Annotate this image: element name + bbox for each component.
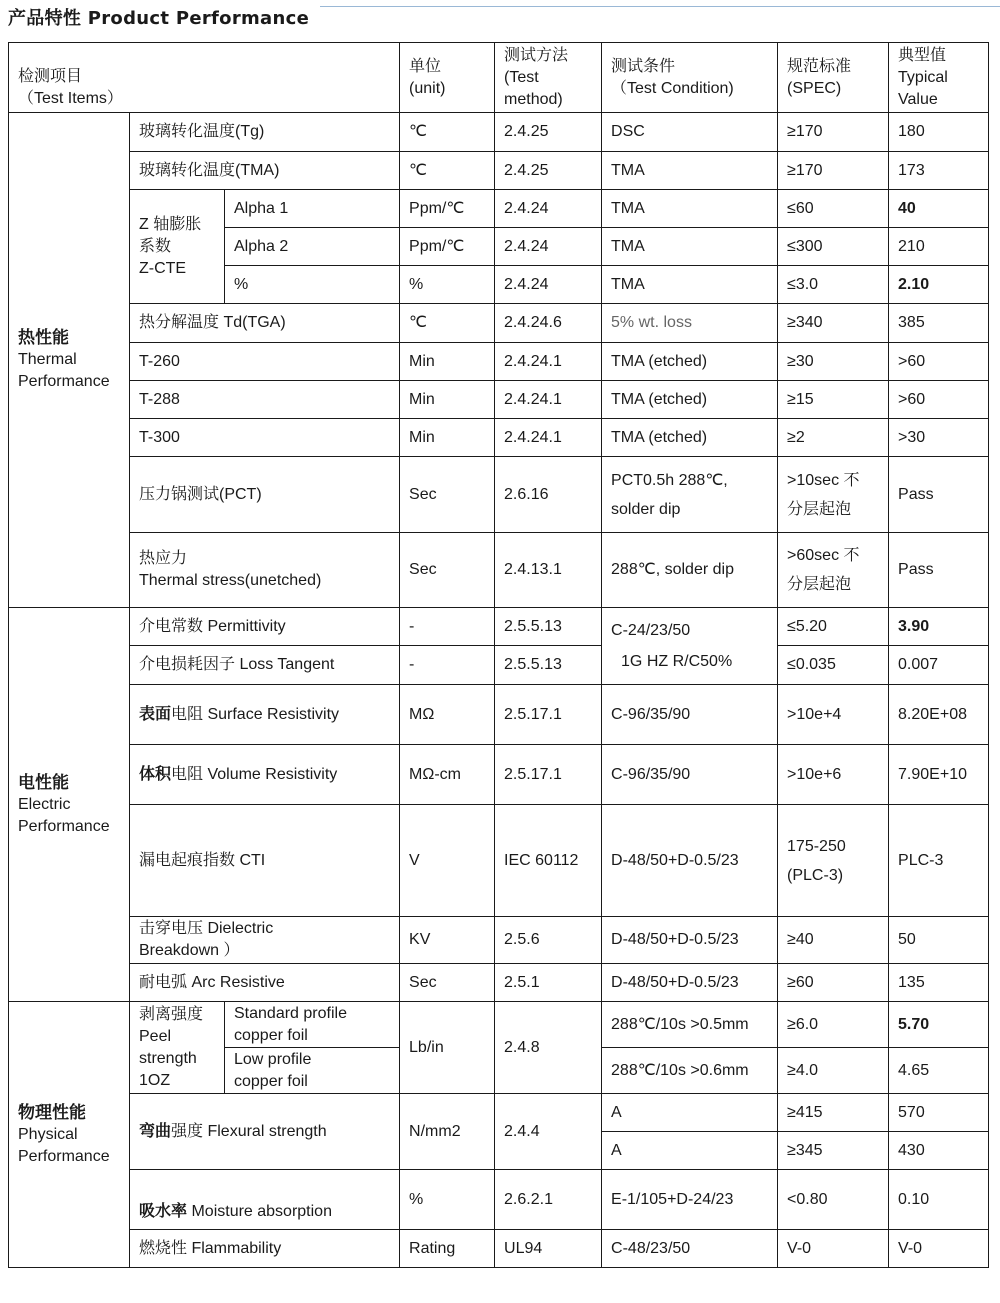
method-volume: 2.5.17.1 xyxy=(495,745,602,805)
cond-alpha1: TMA xyxy=(602,190,778,228)
item-t288: T-288 xyxy=(130,381,400,419)
typ-loss: 0.007 xyxy=(889,646,989,685)
unit-arc: Sec xyxy=(400,964,495,1002)
spec-loss: ≤0.035 xyxy=(778,646,889,685)
method-tma: 2.4.25 xyxy=(495,152,602,190)
cond-stress: 288℃, solder dip xyxy=(602,533,778,608)
item-volume-resistivity xyxy=(130,745,400,805)
spec-pct-1: >10sec 不 xyxy=(787,471,860,489)
table-row xyxy=(9,533,989,608)
unit-cti: V xyxy=(400,805,495,917)
spec-pct xyxy=(778,457,889,533)
spec-peel-low: ≥4.0 xyxy=(778,1048,889,1094)
method-percent: 2.4.24 xyxy=(495,266,602,304)
cond-pct xyxy=(602,457,778,533)
surf-rest: 电阻 Surface Resistivity xyxy=(171,705,340,723)
spec-alpha2: ≤300 xyxy=(778,228,889,266)
header-item-zh: 检测项目 xyxy=(18,68,83,85)
item-permittivity: 介电常数 Permittivity xyxy=(130,608,400,646)
typ-breakdown: 50 xyxy=(889,917,989,964)
typ-peel-std: 5.70 xyxy=(889,1002,989,1048)
typ-cti: PLC-3 xyxy=(889,805,989,917)
product-performance-table xyxy=(8,42,989,1268)
unit-stress: Sec xyxy=(400,533,495,608)
typ-td: 385 xyxy=(889,304,989,343)
header-condition xyxy=(602,43,778,113)
unit-alpha1: Ppm/℃ xyxy=(400,190,495,228)
spec-stress-1: >60sec 不 xyxy=(787,547,860,564)
unit-breakdown: KV xyxy=(400,917,495,964)
spec-alpha1: ≤60 xyxy=(778,190,889,228)
item-flexural xyxy=(130,1094,400,1170)
spec-tma: ≥170 xyxy=(778,152,889,190)
header-spec-en: (SPEC) xyxy=(787,79,842,97)
method-stress: 2.4.13.1 xyxy=(495,533,602,608)
spec-flammability: V-0 xyxy=(778,1230,889,1268)
item-breakdown xyxy=(130,917,400,964)
cond-t288: TMA (etched) xyxy=(602,381,778,419)
header-typ-en2: Value xyxy=(898,90,938,108)
table-row xyxy=(9,457,989,533)
method-alpha1: 2.4.24 xyxy=(495,190,602,228)
typ-volume: 7.90E+10 xyxy=(889,745,989,805)
item-zcte xyxy=(130,190,225,304)
typ-t260: >60 xyxy=(889,343,989,381)
sub-standard-profile xyxy=(225,1002,400,1048)
header-test-items xyxy=(9,43,400,113)
zcte-label1: Z 轴膨胀 xyxy=(139,215,202,233)
cond-breakdown: D-48/50+D-0.5/23 xyxy=(602,917,778,964)
cond-permittivity xyxy=(602,608,778,685)
item-surface-resistivity xyxy=(130,685,400,745)
typ-tma: 173 xyxy=(889,152,989,190)
typ-flex-a: 570 xyxy=(889,1094,989,1132)
method-t260: 2.4.24.1 xyxy=(495,343,602,381)
typ-stress: Pass xyxy=(889,533,989,608)
unit-td: ℃ xyxy=(400,304,495,343)
cond-flex-b: A xyxy=(602,1132,778,1170)
header-method-en1: (Test xyxy=(504,68,539,86)
spec-td: ≥340 xyxy=(778,304,889,343)
spec-arc: ≥60 xyxy=(778,964,889,1002)
unit-permittivity: - xyxy=(400,608,495,646)
cond-arc: D-48/50+D-0.5/23 xyxy=(602,964,778,1002)
table-row xyxy=(9,152,989,190)
moist-rest: Moisture absorption xyxy=(187,1203,332,1220)
cond-flammability: C-48/23/50 xyxy=(602,1230,778,1268)
spec-cti-2: (PLC-3) xyxy=(787,866,844,884)
peel-label1: 剥离强度 xyxy=(139,1005,204,1023)
item-pct: 压力锅测试(PCT) xyxy=(130,457,400,533)
peel-label4: 1OZ xyxy=(139,1071,171,1089)
cond-t260: TMA (etched) xyxy=(602,343,778,381)
table-row xyxy=(9,343,989,381)
item-t300: T-300 xyxy=(130,419,400,457)
table-row xyxy=(9,190,989,228)
spec-stress xyxy=(778,533,889,608)
category-electric xyxy=(9,608,130,1002)
category-electric-en1: Electric xyxy=(18,795,71,813)
category-thermal-en2: Performance xyxy=(18,373,110,390)
header-spec xyxy=(778,43,889,113)
unit-tg: ℃ xyxy=(400,113,495,152)
method-peel: 2.4.8 xyxy=(495,1002,602,1094)
item-loss-tangent: 介电损耗因子 Loss Tangent xyxy=(130,646,400,685)
page-title: 产品特性 Product Performance xyxy=(8,8,310,29)
method-permittivity: 2.5.5.13 xyxy=(495,608,602,646)
category-thermal-zh: 热性能 xyxy=(18,328,69,347)
zcte-label2: 系数 xyxy=(139,237,172,255)
method-t288: 2.4.24.1 xyxy=(495,381,602,419)
spec-peel-std: ≥6.0 xyxy=(778,1002,889,1048)
spec-flex-a: ≥415 xyxy=(778,1094,889,1132)
header-typical xyxy=(889,43,989,113)
typ-alpha1: 40 xyxy=(889,190,989,228)
table-row xyxy=(9,805,989,917)
item-thermal-stress xyxy=(130,533,400,608)
typ-percent: 2.10 xyxy=(889,266,989,304)
std-sub1: Standard profile xyxy=(234,1004,347,1022)
method-alpha2: 2.4.24 xyxy=(495,228,602,266)
table-row xyxy=(9,1170,989,1230)
category-thermal-en1: Thermal xyxy=(18,351,77,368)
cond-peel-std: 288℃/10s >0.5mm xyxy=(602,1002,778,1048)
header-cond-zh: 测试条件 xyxy=(611,57,676,75)
method-pct: 2.6.16 xyxy=(495,457,602,533)
spec-cti xyxy=(778,805,889,917)
table-row xyxy=(9,113,989,152)
sub-alpha2: Alpha 2 xyxy=(225,228,400,266)
cond-td: 5% wt. loss xyxy=(602,304,778,343)
moist-zh: 吸水率 xyxy=(139,1203,188,1220)
spec-breakdown: ≥40 xyxy=(778,917,889,964)
cond-tma: TMA xyxy=(602,152,778,190)
unit-t260: Min xyxy=(400,343,495,381)
method-surface: 2.5.17.1 xyxy=(495,685,602,745)
table-row xyxy=(9,646,989,685)
spec-stress-2: 分层起泡 xyxy=(787,576,852,593)
cond-t300: TMA (etched) xyxy=(602,419,778,457)
table-row xyxy=(9,1230,989,1268)
item-moisture xyxy=(130,1170,400,1230)
cond-tg: DSC xyxy=(602,113,778,152)
method-breakdown: 2.5.6 xyxy=(495,917,602,964)
method-loss: 2.5.5.13 xyxy=(495,646,602,685)
cond-volume: C-96/35/90 xyxy=(602,745,778,805)
zcte-label3: Z-CTE xyxy=(139,259,187,277)
peel-label2: Peel xyxy=(139,1027,172,1045)
category-physical xyxy=(9,1002,130,1268)
table-row xyxy=(9,381,989,419)
method-flexural: 2.4.4 xyxy=(495,1094,602,1170)
spec-tg: ≥170 xyxy=(778,113,889,152)
table-row xyxy=(9,304,989,343)
item-td: 热分解温度 Td(TGA) xyxy=(130,304,400,343)
spec-surface: >10e+4 xyxy=(778,685,889,745)
category-electric-zh: 电性能 xyxy=(18,772,69,792)
unit-percent: % xyxy=(400,266,495,304)
unit-tma: ℃ xyxy=(400,152,495,190)
spec-t288: ≥15 xyxy=(778,381,889,419)
item-tg: 玻璃转化温度(Tg) xyxy=(130,113,400,152)
spec-moisture: <0.80 xyxy=(778,1170,889,1230)
method-td: 2.4.24.6 xyxy=(495,304,602,343)
stress-label1: 热应力 xyxy=(139,550,188,567)
table-row xyxy=(9,917,989,964)
unit-volume: MΩ-cm xyxy=(400,745,495,805)
spec-t260: ≥30 xyxy=(778,343,889,381)
vol-zh: 体积 xyxy=(139,765,172,783)
breakdown-label2: Breakdown ） xyxy=(139,942,240,959)
cond-cti: D-48/50+D-0.5/23 xyxy=(602,805,778,917)
header-cond-en: （Test Condition) xyxy=(611,79,734,97)
typ-permittivity: 3.90 xyxy=(889,608,989,646)
method-moisture: 2.6.2.1 xyxy=(495,1170,602,1230)
item-arc: 耐电弧 Arc Resistive xyxy=(130,964,400,1002)
unit-loss: - xyxy=(400,646,495,685)
typ-t300: >30 xyxy=(889,419,989,457)
typ-surface: 8.20E+08 xyxy=(889,685,989,745)
category-physical-en1: Physical xyxy=(18,1125,78,1143)
unit-surface: MΩ xyxy=(400,685,495,745)
cond-flex-a: A xyxy=(602,1094,778,1132)
table-row xyxy=(9,685,989,745)
typ-tg: 180 xyxy=(889,113,989,152)
unit-pct: Sec xyxy=(400,457,495,533)
table-row xyxy=(9,745,989,805)
header-method-zh: 测试方法 xyxy=(504,46,569,64)
typ-t288: >60 xyxy=(889,381,989,419)
table-row xyxy=(9,1002,989,1048)
flex-zh: 弯曲 xyxy=(139,1122,172,1140)
typ-moisture: 0.10 xyxy=(889,1170,989,1230)
method-tg: 2.4.25 xyxy=(495,113,602,152)
category-physical-en2: Performance xyxy=(18,1147,110,1165)
table-row xyxy=(9,1094,989,1132)
spec-t300: ≥2 xyxy=(778,419,889,457)
cond-perm-1: C-24/23/50 xyxy=(611,622,691,639)
cond-pct-1: PCT0.5h 288℃, xyxy=(611,471,728,489)
title-rule xyxy=(320,6,1000,7)
header-item-en: （Test Items） xyxy=(18,90,123,107)
item-flammability: 燃烧性 Flammability xyxy=(130,1230,400,1268)
unit-moisture: % xyxy=(400,1170,495,1230)
method-cti: IEC 60112 xyxy=(495,805,602,917)
header-spec-zh: 规范标准 xyxy=(787,57,852,75)
flex-rest: 强度 Flexural strength xyxy=(171,1122,327,1140)
item-cti: 漏电起痕指数 CTI xyxy=(130,805,400,917)
sub-alpha1: Alpha 1 xyxy=(225,190,400,228)
surf-zh: 表面 xyxy=(139,705,172,723)
cond-percent: TMA xyxy=(602,266,778,304)
header-typ-en1: Typical xyxy=(898,68,948,86)
item-peel-strength xyxy=(130,1002,225,1094)
table-row xyxy=(9,608,989,646)
cond-pct-2: solder dip xyxy=(611,500,681,518)
peel-label3: strength xyxy=(139,1049,197,1067)
typ-alpha2: 210 xyxy=(889,228,989,266)
method-t300: 2.4.24.1 xyxy=(495,419,602,457)
spec-percent: ≤3.0 xyxy=(778,266,889,304)
spec-volume: >10e+6 xyxy=(778,745,889,805)
spec-cti-1: 175-250 xyxy=(787,837,846,855)
cond-alpha2: TMA xyxy=(602,228,778,266)
item-tma: 玻璃转化温度(TMA) xyxy=(130,152,400,190)
sub-low-profile xyxy=(225,1048,400,1094)
unit-alpha2: Ppm/℃ xyxy=(400,228,495,266)
method-flammability: UL94 xyxy=(495,1230,602,1268)
header-unit-zh: 单位 xyxy=(409,57,442,75)
category-thermal xyxy=(9,113,130,608)
unit-t300: Min xyxy=(400,419,495,457)
category-electric-en2: Performance xyxy=(18,817,110,835)
breakdown-label1: 击穿电压 Dielectric xyxy=(139,920,274,937)
header-unit xyxy=(400,43,495,113)
category-physical-zh: 物理性能 xyxy=(18,1102,86,1122)
cond-perm-2: 1G HZ R/C50% xyxy=(621,653,733,670)
spec-permittivity: ≤5.20 xyxy=(778,608,889,646)
unit-peel: Lb/in xyxy=(400,1002,495,1094)
header-row xyxy=(9,43,989,113)
std-sub2: copper foil xyxy=(234,1026,308,1044)
typ-arc: 135 xyxy=(889,964,989,1002)
unit-flammability: Rating xyxy=(400,1230,495,1268)
method-arc: 2.5.1 xyxy=(495,964,602,1002)
typ-flammability: V-0 xyxy=(889,1230,989,1268)
stress-label2: Thermal stress(unetched) xyxy=(139,572,322,589)
low-sub2: copper foil xyxy=(234,1072,308,1090)
header-method xyxy=(495,43,602,113)
low-sub1: Low profile xyxy=(234,1050,312,1068)
item-t260: T-260 xyxy=(130,343,400,381)
header-unit-en: (unit) xyxy=(409,79,446,97)
vol-rest: 电阻 Volume Resistivity xyxy=(171,765,338,783)
spec-flex-b: ≥345 xyxy=(778,1132,889,1170)
typ-flex-b: 430 xyxy=(889,1132,989,1170)
cond-surface: C-96/35/90 xyxy=(602,685,778,745)
unit-flexural: N/mm2 xyxy=(400,1094,495,1170)
table-row xyxy=(9,964,989,1002)
header-method-en2: method) xyxy=(504,90,563,108)
header-typ-zh: 典型值 xyxy=(898,46,947,64)
cond-moisture: E-1/105+D-24/23 xyxy=(602,1170,778,1230)
unit-t288: Min xyxy=(400,381,495,419)
spec-pct-2: 分层起泡 xyxy=(787,500,852,518)
cond-peel-low: 288℃/10s >0.6mm xyxy=(602,1048,778,1094)
typ-peel-low: 4.65 xyxy=(889,1048,989,1094)
table-row xyxy=(9,419,989,457)
sub-percent: % xyxy=(225,266,400,304)
typ-pct: Pass xyxy=(889,457,989,533)
